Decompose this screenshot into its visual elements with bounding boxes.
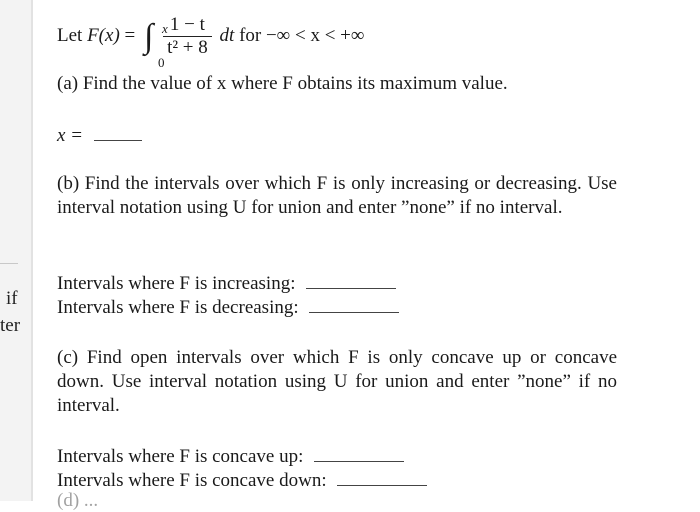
side-fragment-if: if [6,288,18,309]
integrand-fraction [163,14,212,59]
concave-up-label: Intervals where F is concave up: [57,446,304,467]
decreasing-input[interactable] [309,311,399,313]
problem-lead: Let [57,24,83,46]
part-b-question: (b) Find the intervals over which F is only increasing or decreasing. Use interval notation using U for union and enter ”none” if no interval. [57,173,617,218]
left-page-strip [0,0,31,501]
part-a-answer-row [57,124,142,148]
concave-down-row [57,469,427,493]
side-fragment-ter: ter [0,315,21,336]
integral-sign: ∫ x 0 [144,20,153,54]
decreasing-label: Intervals where F is decreasing: [57,297,299,318]
integrand-denominator: t² + 8 [167,37,208,58]
function-name: F(x) [87,24,120,46]
increasing-label: Intervals where F is increasing: [57,273,296,294]
part-a-question: (a) Find the value of x where F obtains its maximum value. [57,73,508,94]
part-a-answer-label: x = [57,125,84,146]
page-divider [31,0,33,501]
increasing-input[interactable] [306,287,396,289]
part-c-question: (c) Find open intervals over which F is only concave up or concave down. Use interval notation using U for union and enter ”none” if no interval. [57,347,617,416]
integrand-numerator: 1 − t [163,14,212,37]
x-answer-input[interactable] [94,139,142,141]
concave-down-input[interactable] [337,484,427,486]
integral-upper-limit: x [162,20,168,36]
problem-statement [57,14,365,70]
strip-rule [0,263,18,264]
concave-up-row [57,445,404,469]
equals-sign: = [124,24,136,46]
integral-lower-limit: 0 [158,54,165,70]
decreasing-row [57,296,399,320]
differential: dt [219,24,235,46]
domain-text: for −∞ < x < +∞ [239,24,365,46]
concave-down-label: Intervals where F is concave down: [57,470,327,491]
cutoff-next-part: (d) ... [57,490,99,511]
concave-up-input[interactable] [314,460,404,462]
increasing-row [57,272,396,296]
